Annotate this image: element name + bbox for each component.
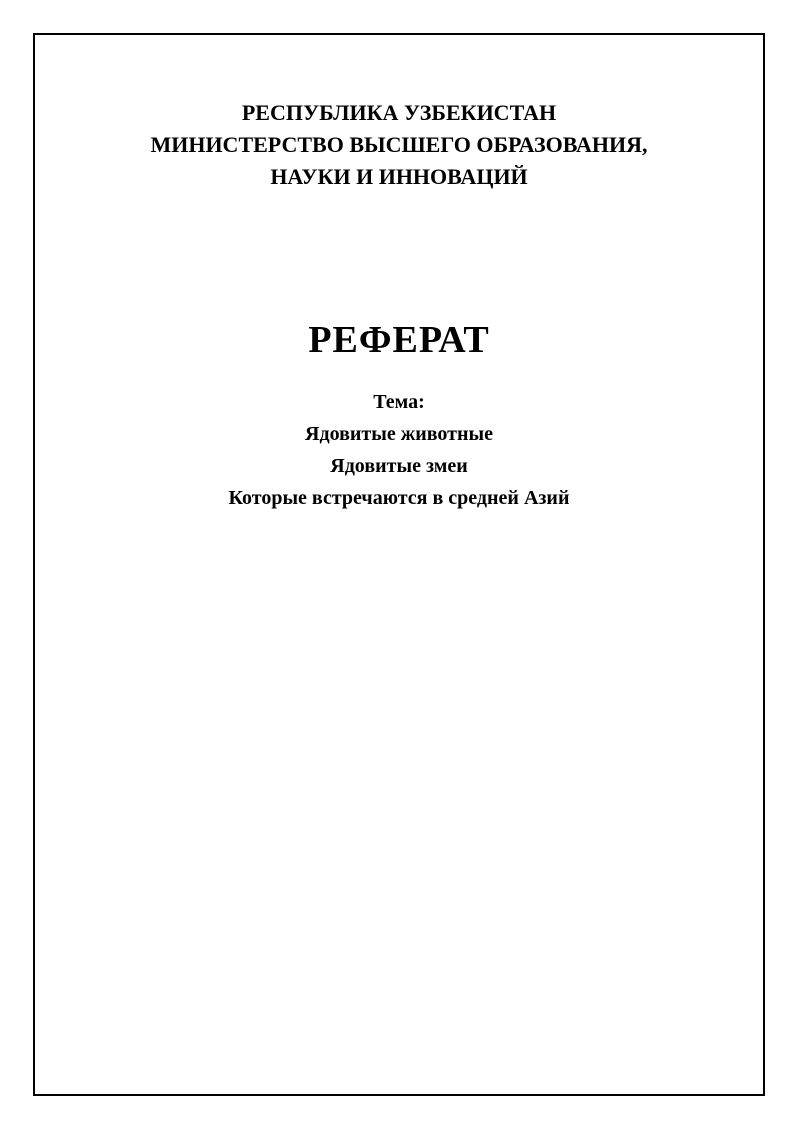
page-border bbox=[33, 33, 765, 1096]
topic-label: Тема: bbox=[373, 391, 425, 413]
document-title: РЕФЕРАТ bbox=[308, 319, 490, 361]
header-ministry-continued: НАУКИ И ИННОВАЦИЙ bbox=[270, 164, 528, 189]
topic-line-1: Ядовитые животные bbox=[305, 423, 493, 445]
header-ministry: МИНИСТЕРСТВО ВЫСШЕГО ОБРАЗОВАНИЯ, bbox=[150, 132, 648, 157]
header-country: РЕСПУБЛИКА УЗБЕКИСТАН bbox=[241, 100, 557, 125]
topic-line-2: Ядовитые змеи bbox=[330, 455, 468, 477]
topic-line-3: Которые встречаются в средней Азий bbox=[228, 487, 570, 509]
institution-header bbox=[35, 97, 763, 193]
topic-block bbox=[35, 386, 763, 514]
